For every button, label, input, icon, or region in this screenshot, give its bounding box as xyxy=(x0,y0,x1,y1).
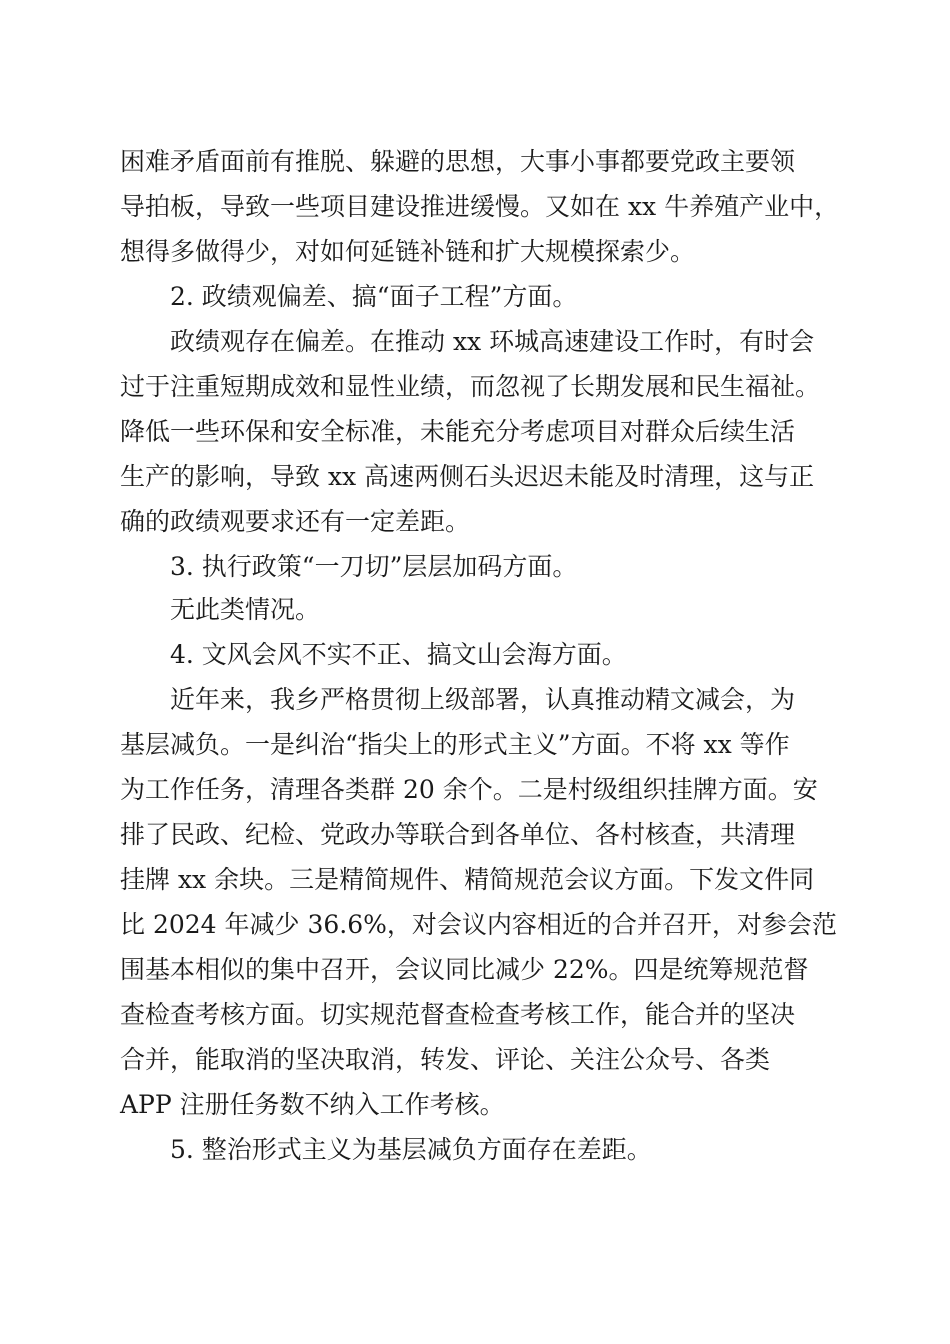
text-line: 确的政绩观要求还有一定差距。 xyxy=(120,507,471,536)
text-line: 想得多做得少，对如何延链补链和扩大规模探索少。 xyxy=(120,237,696,266)
text-line: APP 注册任务数不纳入工作考核。 xyxy=(120,1090,505,1119)
text-line: 查检查考核方面。切实规范督查检查考核工作，能合并的坚决 xyxy=(120,1000,796,1029)
text-line: 无此类情况。 xyxy=(170,595,321,624)
heading-line: 4. 文风会风不实不正、搞文山会海方面。 xyxy=(170,640,627,669)
heading-line: 3. 执行政策“一刀切”层层加码方面。 xyxy=(170,552,578,581)
text-line: 困难矛盾面前有推脱、躲避的思想，大事小事都要党政主要领 xyxy=(120,147,796,176)
text-line: 降低一些环保和安全标准，未能充分考虑项目对群众后续生活 xyxy=(120,417,796,446)
text-line: 生产的影响，导致 xx 高速两侧石头迟迟未能及时清理，这与正 xyxy=(120,462,815,491)
text-line: 合并，能取消的坚决取消，转发、评论、关注公众号、各类 xyxy=(120,1045,771,1074)
text-line: 导拍板，导致一些项目建设推进缓慢。又如在 xx 牛养殖产业中， xyxy=(120,192,840,221)
text-line: 过于注重短期成效和显性业绩，而忽视了长期发展和民生福祉。 xyxy=(120,372,821,401)
text-line: 基层减负。一是纠治“指尖上的形式主义”方面。不将 xx 等作 xyxy=(120,730,790,759)
text-line: 近年来，我乡严格贯彻上级部署，认真推动精文减会，为 xyxy=(170,685,796,714)
heading-line: 2. 政绩观偏差、搞“面子工程”方面。 xyxy=(170,282,578,311)
text-line: 挂牌 xx 余块。三是精简规件、精简规范会议方面。下发文件同 xyxy=(120,865,815,894)
text-line: 为工作任务，清理各类群 20 余个。二是村级组织挂牌方面。安 xyxy=(120,775,818,804)
text-line: 比 2024 年减少 36.6%，对会议内容相近的合并召开，对参会范 xyxy=(120,910,837,939)
text-line: 政绩观存在偏差。在推动 xx 环城高速建设工作时，有时会 xyxy=(170,327,815,356)
heading-line: 5. 整治形式主义为基层减负方面存在差距。 xyxy=(170,1135,652,1164)
text-line: 排了民政、纪检、党政办等联合到各单位、各村核查，共清理 xyxy=(120,820,796,849)
text-line: 围基本相似的集中召开，会议同比减少 22%。四是统筹规范督 xyxy=(120,955,809,984)
